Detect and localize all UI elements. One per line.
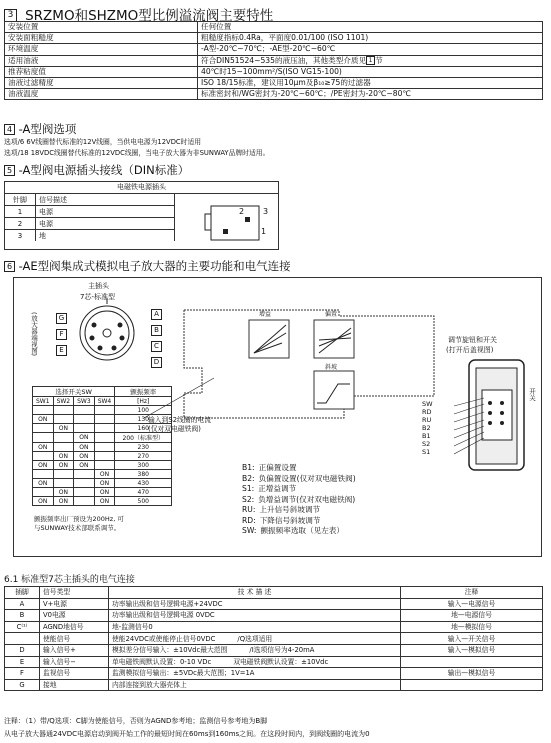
dither-note: 颤振频率出厂预设为200Hz, 可	[34, 515, 124, 523]
table-row	[5, 33, 543, 44]
switch-state	[33, 488, 54, 497]
switch-state: ON	[74, 443, 95, 452]
section-title: -A型阀电源插头接线（DIN标准）	[18, 163, 190, 177]
switch-state	[33, 406, 54, 415]
signal-type: 监视信号	[40, 668, 109, 680]
dither-frequency: 470	[115, 488, 172, 497]
pin-id: E	[5, 656, 40, 668]
switch-state	[33, 433, 54, 443]
dither-frequency: 380	[115, 470, 172, 479]
spec-key: 安装面粗糙度	[5, 33, 198, 44]
signal-type: 输入信号−	[40, 656, 109, 668]
table-row: 2 电源	[5, 218, 175, 230]
tech-description: 功率输出级和信号逻辑电源 0VDC	[109, 610, 401, 622]
spec-key: 安装位置	[5, 22, 198, 33]
tech-description: 监测模拟信号输出：±5VDc最大范围；1V=1A	[109, 668, 401, 680]
table-row	[5, 668, 543, 680]
main-plug-sub: 7芯-标准型	[80, 293, 115, 301]
tech-description: 地-监测信号0	[109, 621, 401, 633]
switch-state: ON	[33, 497, 54, 506]
switch-state: ON	[53, 424, 74, 433]
adjust-label: S2	[422, 440, 431, 448]
switch-state	[33, 470, 54, 479]
table-row: 3 地	[5, 230, 175, 242]
section-ref-icon: 1	[366, 56, 375, 65]
dither-frequency: 300	[115, 461, 172, 470]
table-row: 1 电源	[5, 206, 175, 218]
gain-graph-label: 增益	[259, 311, 272, 318]
adjust-label: SW	[422, 400, 433, 408]
table-row	[5, 66, 543, 77]
switch-state: ON	[94, 488, 115, 497]
switch-state	[33, 452, 54, 461]
plug-pin-c: C	[151, 341, 162, 352]
section-5-heading	[4, 162, 189, 178]
switch-state	[94, 452, 115, 461]
switch-state: ON	[74, 452, 95, 461]
table-row: SW1 SW2 SW3 SW4 [Hz]	[33, 397, 172, 406]
page-title: SRZMO和SHZMO型比例溢流阀主要特性	[25, 8, 274, 24]
signal-type: 接地	[40, 679, 109, 691]
legend-item: B2: 负偏置设置(仅对双电磁铁阀)	[242, 473, 356, 483]
adjust-label: S1	[422, 448, 431, 456]
switch-state	[94, 424, 115, 433]
tech-description: 使能24VDC或使能停止信号0VDC /Q选项适用	[109, 633, 401, 645]
switch-state	[53, 433, 74, 443]
switch-state	[74, 415, 95, 424]
pin-id: C⁽¹⁾	[5, 621, 40, 633]
table-row	[33, 452, 172, 461]
spec-key: 适用油液	[5, 55, 198, 66]
main-plug-label: 主插头	[88, 282, 109, 290]
plug-pin-1: 1	[261, 227, 267, 236]
s2-note: 输入到S2线圈的电流	[148, 416, 212, 424]
section-title: -AE型阀集成式模拟电子放大器的主要功能和电气连接	[18, 259, 291, 273]
signal-type: V0电源	[40, 610, 109, 622]
signal-type: 使能信号	[40, 633, 109, 645]
din-plug-box	[4, 181, 279, 250]
dither-frequency: 160	[115, 424, 172, 433]
table-row	[33, 479, 172, 488]
switch-state	[53, 415, 74, 424]
pin-id: D	[5, 644, 40, 656]
switch-state	[94, 443, 115, 452]
section-6-heading	[4, 258, 291, 274]
s2-note: (仅对双电磁铁阀)	[148, 425, 201, 433]
spec-key: 推荐粘度值	[5, 66, 198, 77]
switch-state: ON	[53, 497, 74, 506]
switch-state	[53, 443, 74, 452]
switch-state	[94, 415, 115, 424]
dither-frequency: 430	[115, 479, 172, 488]
adjust-label: B1	[422, 432, 431, 440]
switch-state	[74, 406, 95, 415]
switch-state: ON	[94, 470, 115, 479]
pin-note	[401, 656, 543, 668]
legend-item: RD: 下降信号斜坡调节	[242, 515, 321, 525]
switch-state: ON	[74, 461, 95, 470]
switch-state	[94, 461, 115, 470]
footnote: 从电子放大器通24VDC电源启动到阀开始工作的最短时间在60ms到160ms之间。在这段时间内，到阀线圈的电流为0	[4, 730, 370, 738]
section-number: 4	[4, 124, 15, 135]
pin-id: B	[5, 610, 40, 622]
dither-frequency: 270	[115, 452, 172, 461]
plug-pin-b: B	[151, 325, 162, 336]
table-row	[5, 598, 543, 610]
switch-state	[53, 470, 74, 479]
plug-pin-f: F	[56, 329, 67, 340]
dither-frequency: 130	[115, 415, 172, 424]
pin-note: 输入—开关信号	[401, 633, 543, 645]
pin-id: A	[5, 598, 40, 610]
legend-item: S2: 负增益调节(仅对双电磁铁阀)	[242, 494, 356, 504]
table-row	[33, 497, 172, 506]
switch-state	[94, 406, 115, 415]
adjust-title: 调节旋钮和开关	[448, 336, 497, 344]
table-row	[33, 443, 172, 452]
dither-note: 与SUNWAY技术部联系调节。	[34, 524, 121, 532]
table-row	[5, 621, 543, 633]
switch-state	[74, 470, 95, 479]
switch-state: ON	[33, 443, 54, 452]
switch-state: ON	[33, 461, 54, 470]
pin-note: 地—模拟信号	[401, 621, 543, 633]
spec-value: -A型-20℃~70℃；-AE型-20℃~60℃	[198, 44, 543, 55]
table-row	[5, 644, 543, 656]
option-line: 选项/18 18VDC线圈替代标准的12VDC线圈，当电子放大器为非SUNWAY品牌时适用。	[4, 149, 270, 157]
switch-state	[74, 424, 95, 433]
spec-key: 环境温度	[5, 44, 198, 55]
table-row	[5, 633, 543, 645]
table-row	[5, 55, 543, 66]
switch-state	[53, 406, 74, 415]
spec-value: ISO 18/15标准，建议用10μm及β₁₀≥75的过滤器	[198, 77, 543, 88]
switch-state	[74, 488, 95, 497]
section-61-heading: 6.1 标准型7芯主插头的电气连接	[4, 575, 135, 585]
dither-frequency: 200（标准型）	[115, 433, 172, 443]
spec-key: 油液温度	[5, 89, 198, 100]
pin-note: 输出—模拟信号	[401, 668, 543, 680]
section-4-heading	[4, 121, 76, 137]
table-row: 针脚 信号描述	[5, 194, 175, 206]
tech-description: 模拟差分信号输入：±10Vdc最大范围 /I选项信号为4-20mA	[109, 644, 401, 656]
spec-table	[4, 21, 543, 100]
table-row	[5, 44, 543, 55]
dither-table	[32, 386, 172, 506]
switch-state: ON	[53, 488, 74, 497]
switch-state	[33, 424, 54, 433]
legend-item: RU: 上升信号斜坡调节	[242, 505, 321, 514]
section-number: 6	[4, 261, 15, 272]
adjust-label: RU	[422, 416, 432, 424]
table-row	[5, 77, 543, 88]
switch-state	[74, 497, 95, 506]
adjust-label: B2	[422, 424, 431, 432]
switch-state: ON	[94, 497, 115, 506]
adjust-label: RD	[422, 408, 432, 416]
switch-state: ON	[33, 479, 54, 488]
pin-id	[5, 633, 40, 645]
din-plug-header: 电磁铁电源插头	[5, 182, 278, 194]
pin-id: F	[5, 668, 40, 680]
din-plug-icon	[201, 204, 271, 244]
end-view-label: (放大器端视图)	[30, 312, 38, 357]
plug-pin-d: D	[151, 357, 162, 368]
signal-type: AGND地信号	[40, 621, 109, 633]
signal-type: 输入信号+	[40, 644, 109, 656]
spec-value: 粗糙度指标0.4Ra，平面度0.01/100 (ISO 1101)	[198, 33, 543, 44]
spec-key: 油液过滤精度	[5, 77, 198, 88]
switch-state: ON	[33, 415, 54, 424]
table-header-row: 插脚 信号类型 技 术 描 述 注释	[5, 587, 543, 599]
legend-item: SW: 颤振频率选取（见左表）	[242, 526, 344, 535]
ramp-graph-label: 斜坡	[325, 364, 338, 371]
pin-note: 输入—电源信号	[401, 598, 543, 610]
option-line: 选项/6 6V线圈替代标准的12V线圈，当供电电源为12VDC时适用	[4, 138, 202, 146]
spec-value: 符合DIN51524~535的液压油，其他类型介质见 1 节	[198, 55, 543, 66]
table-row	[5, 656, 543, 668]
dither-frequency: 500	[115, 497, 172, 506]
adjust-label-list	[422, 400, 433, 456]
switch-state: ON	[74, 433, 95, 443]
pin-connection-table	[4, 586, 543, 691]
tech-description: 单电磁铁阀默认设置：0-10 VDc 双电磁铁阀默认设置：±10Vdc	[109, 656, 401, 668]
plug-pin-2: 2	[239, 207, 245, 216]
dither-frequency: 230	[115, 443, 172, 452]
table-row	[33, 470, 172, 479]
plug-pin-a: A	[151, 309, 162, 320]
table-row	[33, 488, 172, 497]
legend-item: B1: 正偏置设置	[242, 463, 297, 472]
table-row	[5, 679, 543, 691]
switch-state: ON	[94, 479, 115, 488]
plug-pin-e: E	[56, 345, 67, 356]
switch-state: ON	[53, 461, 74, 470]
din-pin-table	[5, 194, 175, 241]
spec-value: 40℃时15~100mm²/S(ISO VG15-100)	[198, 66, 543, 77]
switch-label: 开关	[528, 388, 536, 401]
legend-item: S1: 正增益调节	[242, 484, 297, 493]
footnote: 注释：（1）带/Q选项：C脚为使能信号，否则为AGND参考地；监测信号参考地为B脚	[4, 717, 268, 725]
section-number: 5	[4, 165, 15, 176]
plug-pin-3: 3	[263, 207, 269, 216]
section-title: -A型阀选项	[18, 122, 77, 136]
adjust-subtitle: (打开后盖视图)	[446, 346, 494, 354]
tech-description: 功率输出级和信号逻辑电源+24VDC	[109, 598, 401, 610]
switch-state	[53, 479, 74, 488]
pin-note: 地—电源信号	[401, 610, 543, 622]
bias-graph-label: 偏置	[325, 311, 338, 318]
table-row	[33, 433, 172, 443]
dither-frequency: 100	[115, 406, 172, 415]
table-row	[5, 610, 543, 622]
table-row	[5, 22, 543, 33]
tech-description: 内部连接到放大器壳体上	[109, 679, 401, 691]
signal-type: V+电源	[40, 598, 109, 610]
spec-value: 标准密封和/WG密封为-20℃~60℃；/PE密封为-20℃~80℃	[198, 89, 543, 100]
pin-note	[401, 679, 543, 691]
switch-state	[94, 433, 115, 443]
adjust-legend	[242, 463, 356, 537]
spec-value: 任何位置	[198, 22, 543, 33]
plug-pin-g: G	[56, 313, 67, 324]
table-row	[5, 89, 543, 100]
switch-state	[74, 479, 95, 488]
table-row	[33, 461, 172, 470]
amplifier-diagram	[13, 277, 542, 557]
pin-note: 输入—模拟信号	[401, 644, 543, 656]
switch-state: ON	[53, 452, 74, 461]
table-row: 选择开关SW 颤振频率	[33, 387, 172, 397]
pin-id: G	[5, 679, 40, 691]
section-number: 3	[4, 9, 17, 22]
